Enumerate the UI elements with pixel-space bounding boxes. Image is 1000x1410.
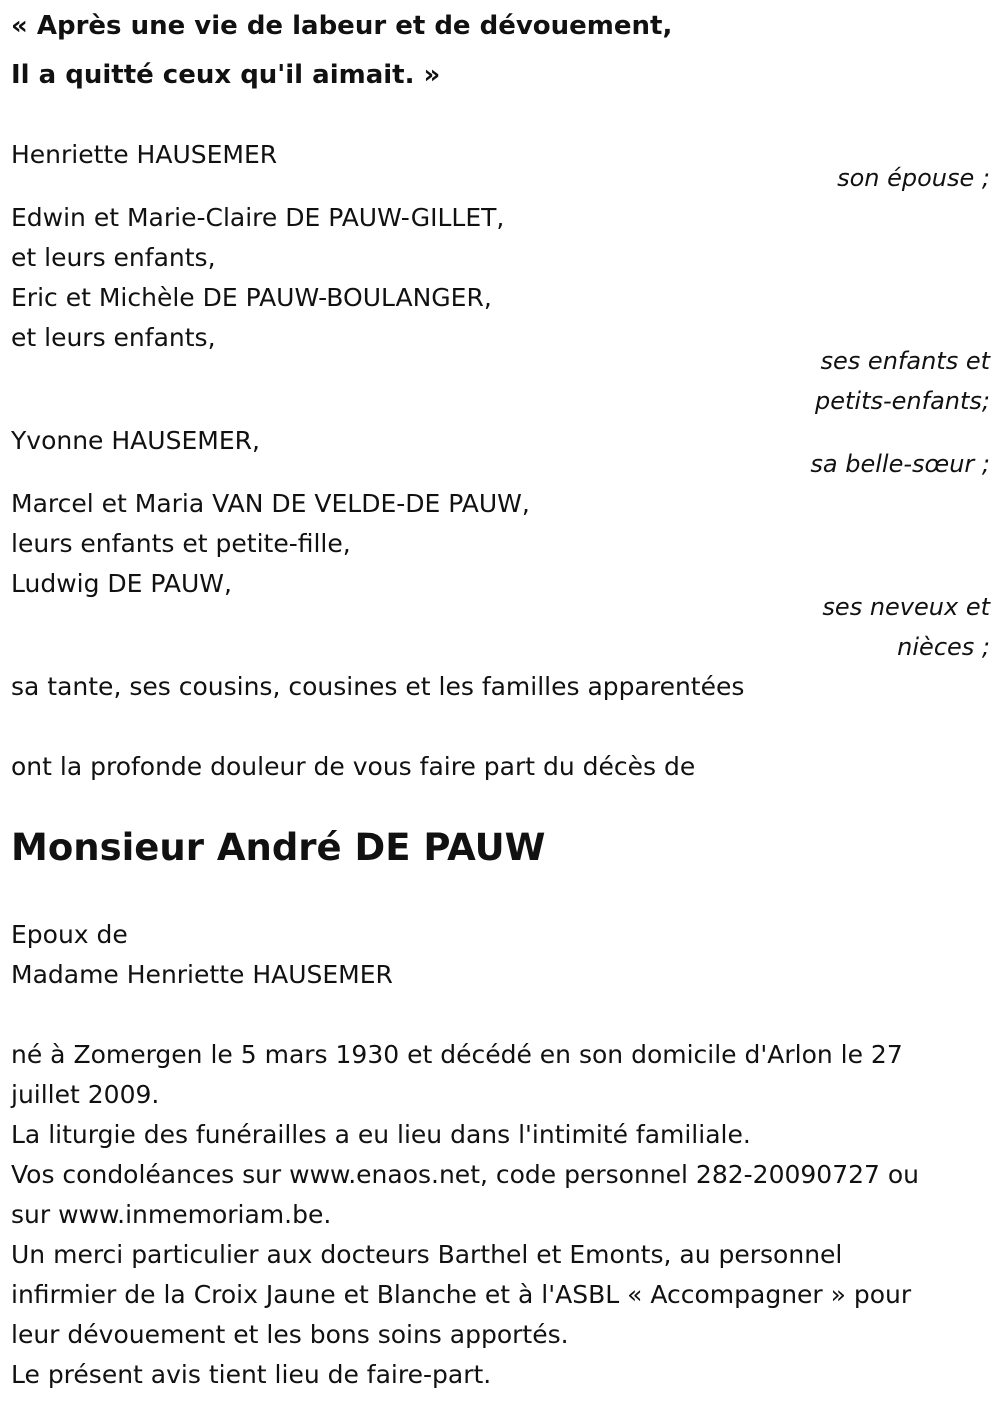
details-paragraph <box>11 1035 986 1395</box>
children-role-1: ses enfants et <box>820 347 990 375</box>
nephews-line-1: Marcel et Maria VAN DE VELDE-DE PAUW, <box>11 489 530 518</box>
children-line-4: et leurs enfants, <box>11 323 216 352</box>
quote-line-1: « Après une vie de labeur et de dévouement, <box>11 11 673 41</box>
details-line: né à Zomergen le 5 mars 1930 et décédé en son domicile d'Arlon le 27 <box>11 1040 903 1069</box>
spouse-name: Henriette HAUSEMER <box>11 140 278 169</box>
details-line: Un merci particulier aux docteurs Barthel et Emonts, au personnel <box>11 1240 843 1269</box>
details-line: sur www.inmemoriam.be. <box>11 1200 332 1229</box>
deceased-name: Monsieur André DE PAUW <box>11 826 546 869</box>
children-line-1: Edwin et Marie-Claire DE PAUW-GILLET, <box>11 203 505 232</box>
sister-in-law-role: sa belle-sœur ; <box>810 450 990 478</box>
spouse-line-2: Madame Henriette HAUSEMER <box>11 960 393 989</box>
nephews-line-3: Ludwig DE PAUW, <box>11 569 232 598</box>
details-line: juillet 2009. <box>11 1080 160 1109</box>
details-line: Vos condoléances sur www.enaos.net, code personnel 282-20090727 ou <box>11 1160 920 1189</box>
nephews-role-1: ses neveux et <box>822 593 990 621</box>
children-line-2: et leurs enfants, <box>11 243 216 272</box>
spouse-role: son épouse ; <box>837 164 990 192</box>
details-line: leur dévouement et les bons soins apportés. <box>11 1320 569 1349</box>
details-line: La liturgie des funérailles a eu lieu dans l'intimité familiale. <box>11 1120 751 1149</box>
details-line: Le présent avis tient lieu de faire-part. <box>11 1360 492 1389</box>
details-line: infirmier de la Croix Jaune et Blanche et à l'ASBL « Accompagner » pour <box>11 1280 912 1309</box>
quote-line-2: Il a quitté ceux qu'il aimait. » <box>11 60 441 90</box>
children-role-2: petits-enfants; <box>815 387 990 415</box>
nephews-role-2: nièces ; <box>897 633 990 661</box>
announcement: ont la profonde douleur de vous faire part du décès de <box>11 752 696 781</box>
other-relatives: sa tante, ses cousins, cousines et les familles apparentées <box>11 672 745 701</box>
spouse-line-1: Epoux de <box>11 920 128 949</box>
nephews-line-2: leurs enfants et petite-fille, <box>11 529 351 558</box>
children-line-3: Eric et Michèle DE PAUW-BOULANGER, <box>11 283 492 312</box>
sister-in-law-name: Yvonne HAUSEMER, <box>11 426 260 455</box>
